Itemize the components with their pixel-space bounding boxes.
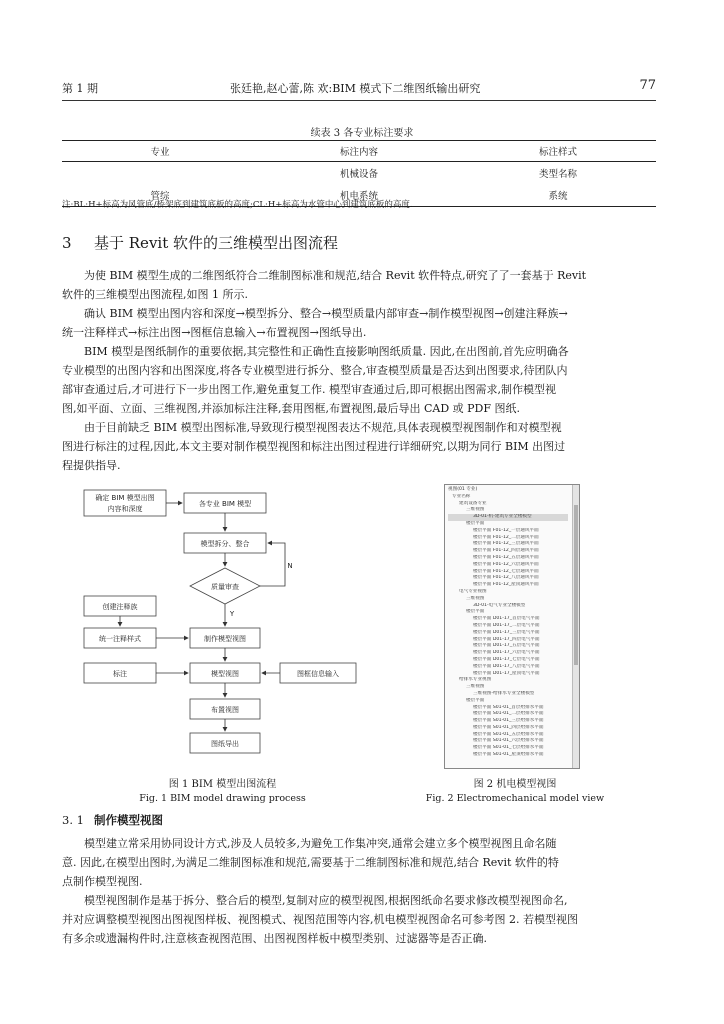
subsection-number: 3. 1 xyxy=(62,813,84,827)
caption-cn: 图 1 BIM 模型出图流程 xyxy=(168,779,277,790)
flow-label: 确定 BIM 模型出图 xyxy=(95,494,155,502)
header-rule xyxy=(62,100,656,101)
text-line: 图,如平面、立面、三维视图,并添加标注注释,套用图框,布置视图,最后导出 CAD 或 PDF 图纸. xyxy=(62,402,520,415)
browser-item[interactable]: 楼层平面 S01-01_屋顶给排水平面 xyxy=(473,752,544,758)
text-line: 点制作模型视图. xyxy=(62,875,143,888)
caption-en: Fig. 2 Electromechanical model view xyxy=(425,793,605,804)
paragraph-4 xyxy=(62,418,656,475)
text-line: 软件的三维模型出图流程,如图 1 所示. xyxy=(62,288,248,301)
flow-label: 质量审查 xyxy=(211,583,239,591)
paragraph-1 xyxy=(62,266,656,304)
browser-item[interactable]: 楼层平面 F01-12_屋顶通风平面 xyxy=(473,582,539,588)
running-header xyxy=(62,80,656,98)
browser-item[interactable]: 楼层平面 S01-01_五层给排水平面 xyxy=(473,731,544,737)
text-line: 有多余或遗漏构件时,注意核查视图范围、出图视图样板中模型类别、过滤器等是否正确. xyxy=(62,932,487,945)
browser-item[interactable]: 楼层平面 F01-12_五层通风平面 xyxy=(473,554,539,560)
browser-item[interactable]: 楼层平面 S01-01_六层给排水平面 xyxy=(473,738,544,744)
running-title: 张廷艳,赵心蕾,陈 欢:BIM 模式下二维图纸输出研究 xyxy=(230,82,481,95)
text-line: 图进行标注的过程,因此,本文主要对制作模型视图和标注出图过程进行详细研究,以期为同行 BIM 出图过 xyxy=(62,440,566,453)
paragraph-6 xyxy=(62,891,656,948)
browser-item[interactable]: 三维视图 xyxy=(466,684,485,690)
table-header-cell: 标注内容 xyxy=(258,141,460,162)
browser-item[interactable]: 建筑设备专业 xyxy=(459,500,487,506)
browser-scrollbar[interactable] xyxy=(572,485,579,768)
subsection-heading xyxy=(62,812,163,828)
browser-root: 视图(01 专业) xyxy=(448,487,478,492)
browser-item[interactable]: 楼层平面 S01-01_二层给排水平面 xyxy=(473,711,544,717)
text-line: 模型视图制作是基于拆分、整合后的模型,复制对应的模型视图,根据图纸命名要求修改模型视图命名, xyxy=(84,894,568,907)
browser-item[interactable]: 楼层平面 D01-17_七层电气平面 xyxy=(473,656,540,662)
figure-1-caption xyxy=(80,775,365,804)
caption-cn: 图 2 机电模型视图 xyxy=(473,779,557,790)
section-number: 3 xyxy=(62,234,72,252)
text-line: 确认 BIM 模型出图内容和深度→模型拆分、整合→模型质量内部审查→制作模型视图→创建注释族→ xyxy=(84,307,568,320)
browser-item[interactable]: 楼层平面 F01-12_七层通风平面 xyxy=(473,568,539,574)
page-number: 77 xyxy=(639,78,656,93)
text-line: 意. 因此,在模型出图时,为满足二维制图标准和规范,需要基于二维制图标准和规范,结合 Revit 软件的特 xyxy=(62,856,559,869)
browser-item[interactable]: 楼层平面 D01-17_屋顶电气平面 xyxy=(473,670,540,676)
flow-label: 统一注释样式 xyxy=(99,635,141,643)
flowchart-figure xyxy=(80,488,365,773)
browser-item[interactable]: 楼层平面 D01-17_四层电气平面 xyxy=(473,636,540,642)
paragraph-5 xyxy=(62,834,656,891)
browser-item[interactable]: 楼层平面 S01-01_三层给排水平面 xyxy=(473,718,544,724)
table-cell xyxy=(62,162,258,185)
browser-item[interactable]: 楼层平面 F01-12_一层通风平面 xyxy=(473,527,539,533)
browser-tree xyxy=(448,487,568,759)
text-line: 为使 BIM 模型生成的二维图纸符合二维制图标准和规范,结合 Revit 软件特点,研究了了一套基于 Revit xyxy=(84,269,587,282)
annotation-table xyxy=(62,140,656,207)
text-line: BIM 模型是图纸制作的重要依据,其完整性和正确性直接影响图纸质量. 因此,在出图前,首先应明确各 xyxy=(84,345,569,358)
issue-number: 第 1 期 xyxy=(62,82,98,95)
section-title: 基于 Revit 软件的三维模型出图流程 xyxy=(94,234,339,252)
browser-item[interactable]: 楼层平面 D01-17_六层电气平面 xyxy=(473,650,540,656)
paragraph-2 xyxy=(62,304,656,342)
subsection-title: 制作模型视图 xyxy=(94,813,163,827)
table-cell: 类型名称 xyxy=(538,169,577,180)
table-note: 注:BL:H+标高为风管底/桥架底到建筑底板的高度;CL:H+标高为水管中心到建筑底板的高度. xyxy=(62,200,413,210)
browser-item[interactable]: 楼层平面 D01-17_首层电气平面 xyxy=(473,616,540,622)
flow-label: 标注 xyxy=(113,670,127,678)
text-line: 统一注释样式→标注出图→图框信息输入→布置视图→图纸导出. xyxy=(62,326,367,339)
browser-item[interactable]: 楼层平面 S01-01_七层给排水平面 xyxy=(473,745,544,751)
browser-item[interactable]: 楼层平面 S01-01_首层给排水平面 xyxy=(473,704,544,710)
text-line: 模型建立常采用协同设计方式,涉及人员较多,为避免工作集冲突,通常会建立多个模型视图且命名随 xyxy=(84,837,557,850)
flow-label: N xyxy=(287,562,293,570)
browser-item[interactable]: 三维视图-给排水专业全楼模型 xyxy=(473,690,535,696)
browser-item[interactable]: 楼层平面 F01-12_二层通风平面 xyxy=(473,534,539,540)
project-browser-figure xyxy=(444,484,580,769)
flow-label: 各专业 BIM 模型 xyxy=(198,500,252,508)
text-line: 程提供指导. xyxy=(62,459,121,472)
browser-item[interactable]: 三维视图 xyxy=(466,595,485,601)
scrollbar-thumb[interactable] xyxy=(574,505,578,665)
browser-item[interactable]: 电气专业视图 xyxy=(459,588,487,594)
flow-label: 布置视图 xyxy=(211,706,239,714)
table-cell: 系统 xyxy=(460,184,656,207)
browser-item[interactable]: 楼层平面 F01-12_三层通风平面 xyxy=(473,541,539,547)
flow-label: 制作模型视图 xyxy=(204,635,246,643)
flow-label: 图纸导出 xyxy=(211,740,239,748)
browser-item[interactable]: 楼层平面 D01-17_三层电气平面 xyxy=(473,629,540,635)
browser-item[interactable]: 楼层平面 S01-01_四层给排水平面 xyxy=(473,724,544,730)
browser-item[interactable]: 楼层平面 xyxy=(466,520,485,526)
flow-label: 内容和深度 xyxy=(107,505,143,513)
flow-label: Y xyxy=(229,610,235,618)
text-line: 专业模型的出图内容和出图深度,将各专业模型进行拆分、整合,审查模型质量是否达到出图要求,待团队内 xyxy=(62,364,568,377)
flow-label: 模型拆分、整合 xyxy=(200,540,250,548)
browser-item[interactable]: 楼层平面 F01-12_八层通风平面 xyxy=(473,575,539,581)
browser-item[interactable]: 楼层平面 D01-17_五层电气平面 xyxy=(473,643,540,649)
table-cell: 机电系统 xyxy=(258,184,460,207)
browser-item[interactable]: 楼层平面 D01-17_八层电气平面 xyxy=(473,663,540,669)
figure-2-caption xyxy=(405,775,625,804)
browser-item[interactable]: 楼层平面 xyxy=(466,609,485,615)
table-row xyxy=(62,162,656,185)
table-cell: 机械设备 xyxy=(339,169,378,180)
browser-item[interactable]: 给排水专业视图 xyxy=(459,677,492,683)
table-caption: 续表 3 各专业标注要求 xyxy=(310,128,414,139)
text-line: 部审查通过后,才可进行下一步出图工作,避免重复工作. 模型审查通过后,即可根据出图需求,制作模型视 xyxy=(62,383,556,396)
browser-item[interactable]: 3D-01-机-建筑专业全楼模型 xyxy=(448,514,568,521)
table-cell: 管综 xyxy=(62,184,258,207)
flow-label: 创建注释族 xyxy=(102,603,138,611)
flow-label: 模型视图 xyxy=(211,670,239,678)
flow-label: 图框信息输入 xyxy=(297,670,339,678)
caption-en: Fig. 1 BIM model drawing process xyxy=(139,793,306,804)
text-line: 并对应调整模型视图出图视图样板、视图模式、视图范围等内容,机电模型视图命名可参考图 2. 若模型视图 xyxy=(62,913,578,926)
browser-item[interactable]: 楼层平面 F01-12_四层通风平面 xyxy=(473,548,539,554)
browser-item[interactable]: 三维视图 xyxy=(466,507,485,513)
browser-item[interactable]: 楼层平面 F01-12_六层通风平面 xyxy=(473,561,539,567)
paragraph-3 xyxy=(62,342,656,418)
browser-item[interactable]: 专业名称 xyxy=(452,493,471,499)
table-header-cell: 标注样式 xyxy=(460,141,656,162)
text-line: 由于目前缺乏 BIM 模型出图标准,导致现行模型视图表达不规范,具体表现模型视图制作和对模型视 xyxy=(84,421,562,434)
table-header-cell: 专业 xyxy=(62,141,258,162)
browser-item[interactable]: 3D-01-电气专业全楼模型 xyxy=(473,602,526,608)
browser-item[interactable]: 楼层平面 D01-17_二层电气平面 xyxy=(473,622,540,628)
browser-item[interactable]: 楼层平面 xyxy=(466,697,485,703)
section-heading xyxy=(62,232,338,253)
